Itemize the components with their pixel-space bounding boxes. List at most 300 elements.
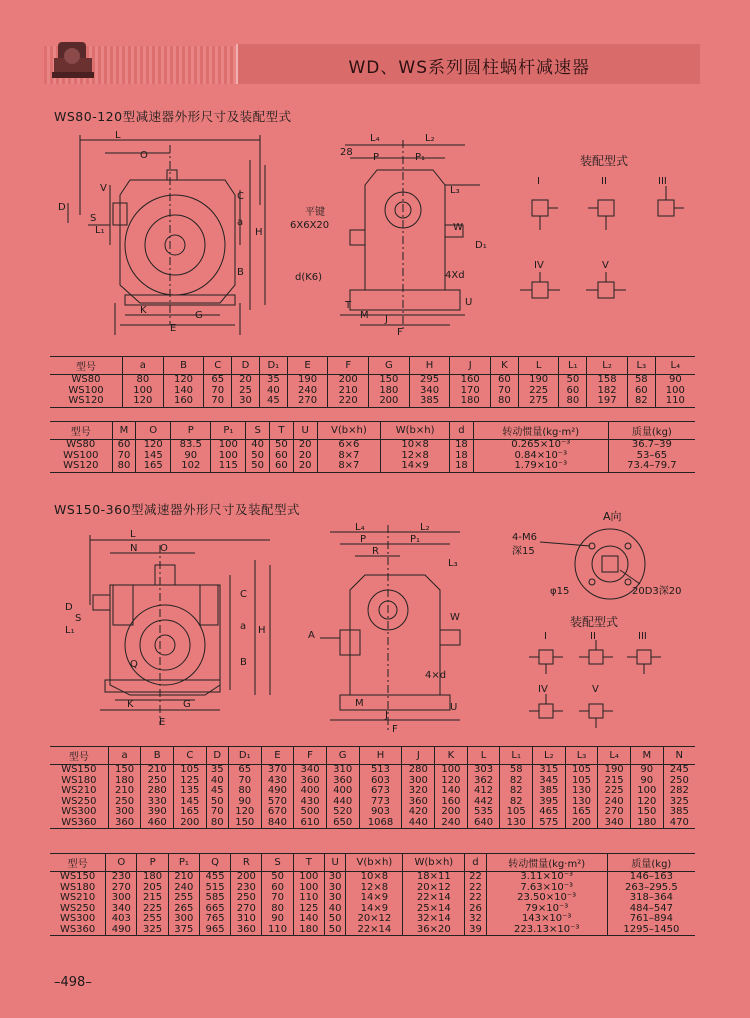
table-cell: 105 xyxy=(565,765,598,776)
table-cell: 82 xyxy=(627,396,655,407)
dim-T: T xyxy=(345,300,352,311)
table-cell: 30 xyxy=(324,893,345,904)
dim-U: U xyxy=(450,702,458,713)
dim-a: a xyxy=(240,621,247,632)
table-header-cell: Q xyxy=(199,854,230,872)
arrow-A-label: A xyxy=(308,630,315,641)
table-cell: 225 xyxy=(137,904,168,915)
dim-G: G xyxy=(183,699,191,710)
dim-M: M xyxy=(360,310,369,321)
table-cell: 12×8 xyxy=(381,451,450,462)
table-cell: 190 xyxy=(598,765,631,776)
table-cell: 146–163 xyxy=(607,872,695,883)
table-cell: 240 xyxy=(168,883,199,894)
section2-assembly-title: 装配型式 xyxy=(570,615,619,629)
table-cell: 250 xyxy=(231,893,262,904)
table-cell: 210 xyxy=(168,872,199,883)
table-cell: 105 xyxy=(173,765,206,776)
assy2-label-1: I xyxy=(544,631,547,642)
table-cell: 79×10⁻³ xyxy=(486,904,607,915)
table-cell: WS120 xyxy=(63,460,99,471)
table-cell: 53–65 xyxy=(608,451,695,462)
table-cell: 362 xyxy=(467,776,500,787)
table-header-cell: P xyxy=(171,422,211,440)
table-header-cell: R xyxy=(231,854,262,872)
table-cell: 440 xyxy=(402,818,435,829)
assy-label-2: II xyxy=(601,176,607,187)
table-cell: 300 xyxy=(402,776,435,787)
table-cell: 603 xyxy=(359,776,402,787)
table-cell: 430 xyxy=(261,776,294,787)
table-cell: 65 xyxy=(204,375,232,386)
table-row xyxy=(50,807,695,818)
view-a-flange-drawing xyxy=(500,522,695,607)
table-cell: WS360 xyxy=(61,816,97,828)
table-cell: 340 xyxy=(409,386,450,397)
table-cell: 280 xyxy=(141,786,174,797)
dim-M: M xyxy=(355,698,364,709)
assy-label-5: V xyxy=(602,260,609,271)
dim-B: B xyxy=(237,267,244,278)
table-cell: 197 xyxy=(587,396,628,407)
table-cell: 22×14 xyxy=(346,925,403,936)
view-a-title: A向 xyxy=(603,510,622,523)
table-cell: 150 xyxy=(108,765,141,776)
table-cell: 250 xyxy=(108,797,141,808)
table-cell: 400 xyxy=(294,786,327,797)
table-cell: 370 xyxy=(261,765,294,776)
table-cell: 610 xyxy=(294,818,327,829)
table-cell: 100 xyxy=(211,451,246,462)
table-cell: 83.5 xyxy=(171,440,211,451)
section2-title: WS150-360型减速器外形尺寸及装配型式 xyxy=(54,502,301,517)
dim-4xd: 4Xd xyxy=(445,270,465,281)
table-cell: 50 xyxy=(324,925,345,936)
assy2-label-2: II xyxy=(590,631,596,642)
table-cell: 150 xyxy=(630,807,663,818)
table-cell: 160 xyxy=(163,396,204,407)
table-cell: 360 xyxy=(402,797,435,808)
table-cell: 100 xyxy=(211,440,246,451)
table-header-cell: D xyxy=(206,747,228,765)
table-cell: 70 xyxy=(204,386,232,397)
table-header-cell: L₄ xyxy=(655,357,695,375)
table-row xyxy=(50,396,695,407)
table-cell: 22 xyxy=(465,872,486,883)
table-cell: 30 xyxy=(232,396,260,407)
table-cell: 35 xyxy=(206,765,228,776)
table-header-row xyxy=(50,357,695,375)
table-cell: 90 xyxy=(630,776,663,787)
table-cell: 180 xyxy=(369,386,410,397)
table-header-cell: C xyxy=(173,747,206,765)
table-header-cell: L₃ xyxy=(627,357,655,375)
table-cell: 30 xyxy=(324,883,345,894)
dim-L: L xyxy=(130,529,136,540)
table-cell: 300 xyxy=(106,893,137,904)
table-cell: 160 xyxy=(450,375,491,386)
table-cell: 20 xyxy=(293,440,317,451)
table-row xyxy=(50,925,695,936)
page-number: –498– xyxy=(54,975,92,990)
table-cell: 1.79×10⁻³ xyxy=(473,461,608,472)
table-cell: 570 xyxy=(261,797,294,808)
table-cell: 200 xyxy=(565,818,598,829)
table-header-cell: K xyxy=(491,357,519,375)
table-row xyxy=(50,872,695,883)
table-header-cell: S xyxy=(262,854,293,872)
table-cell: 215 xyxy=(137,893,168,904)
table-cell: 255 xyxy=(137,914,168,925)
table-header-cell: L₄ xyxy=(598,747,631,765)
dim-D1: D₁ xyxy=(475,240,487,251)
table-cell: 390 xyxy=(141,807,174,818)
table-header-cell: O xyxy=(106,854,137,872)
table-cell: 40 xyxy=(246,440,270,451)
table-cell: 225 xyxy=(518,386,559,397)
dim-F: F xyxy=(392,724,398,735)
table-cell: 673 xyxy=(359,786,402,797)
table-cell: 270 xyxy=(106,883,137,894)
table-cell: 230 xyxy=(231,883,262,894)
table-cell: 320 xyxy=(402,786,435,797)
table-cell: 275 xyxy=(518,396,559,407)
table-cell: 385 xyxy=(663,807,695,818)
table-cell: 60 xyxy=(262,883,293,894)
table-header-cell: a xyxy=(108,747,141,765)
table-header-cell: L₁ xyxy=(500,747,533,765)
table-cell: 100 xyxy=(293,883,324,894)
table-cell: 14×9 xyxy=(346,893,403,904)
table-cell: 82 xyxy=(500,797,533,808)
dim-K: K xyxy=(140,305,147,316)
table-cell: 82 xyxy=(500,786,533,797)
table-cell: 115 xyxy=(211,461,246,472)
table-cell: 125 xyxy=(293,904,324,915)
table-cell: 360 xyxy=(108,818,141,829)
table-cell: 250 xyxy=(663,776,695,787)
table-cell: 650 xyxy=(326,818,359,829)
table-header-cell: N xyxy=(663,747,695,765)
dim-H: H xyxy=(255,227,263,238)
table-cell: 6×6 xyxy=(317,440,381,451)
table-header-row xyxy=(50,422,695,440)
section1-assembly-title: 装配型式 xyxy=(580,154,629,168)
table-cell: 210 xyxy=(328,386,369,397)
assy-label-3: III xyxy=(658,176,667,187)
table-row xyxy=(50,818,695,829)
table-header-cell: T xyxy=(293,854,324,872)
table-cell: WS210 xyxy=(59,892,96,903)
table-cell: 270 xyxy=(231,904,262,915)
table-cell: 90 xyxy=(228,797,261,808)
table-cell: 80 xyxy=(206,818,228,829)
table-cell: 10×8 xyxy=(346,872,403,883)
assy-label-4: IV xyxy=(534,260,544,271)
table-cell: 80 xyxy=(123,375,164,386)
table-cell: 18×11 xyxy=(403,872,465,883)
table-cell: 223.13×10⁻³ xyxy=(486,925,607,936)
table-cell: 25 xyxy=(232,386,260,397)
table-cell: 120 xyxy=(630,797,663,808)
table-header-cell: 转动惯量(kg·m²) xyxy=(473,422,608,440)
table-header-cell: 转动惯量(kg·m²) xyxy=(486,854,607,872)
dim-28: 28 xyxy=(340,147,353,158)
table-cell: 125 xyxy=(173,776,206,787)
table-cell: 165 xyxy=(565,807,598,818)
table-cell: 70 xyxy=(262,893,293,904)
table-header-cell: M xyxy=(630,747,663,765)
table-row xyxy=(50,914,695,925)
dim-E: E xyxy=(159,717,166,728)
table-cell: 130 xyxy=(565,786,598,797)
table-header-cell: W(b×h) xyxy=(403,854,465,872)
table-cell: 0.265×10⁻³ xyxy=(473,440,608,451)
table-cell: 0.84×10⁻³ xyxy=(473,451,608,462)
table-cell: 60 xyxy=(270,461,294,472)
table-cell: 340 xyxy=(106,904,137,915)
table-cell: WS180 xyxy=(61,774,97,786)
table-cell: 403 xyxy=(106,914,137,925)
table-cell: 20×12 xyxy=(346,914,403,925)
dim-P: P xyxy=(373,152,380,163)
table-cell: 140 xyxy=(163,386,204,397)
dim-J: J xyxy=(385,710,388,721)
table-cell: WS360 xyxy=(59,923,96,935)
table-cell: 325 xyxy=(137,925,168,936)
header-bar xyxy=(236,44,700,84)
table-cell: 400 xyxy=(326,786,359,797)
table-cell: 300 xyxy=(168,914,199,925)
table-cell: 318–364 xyxy=(607,893,695,904)
key-label: 平键 xyxy=(305,207,325,218)
table-cell: 215 xyxy=(598,776,631,787)
table-cell: 840 xyxy=(261,818,294,829)
dim-U: U xyxy=(465,297,473,308)
dim-L3: L₃ xyxy=(450,185,460,196)
dim-C: C xyxy=(237,191,244,202)
dim-L3: L₃ xyxy=(448,558,458,569)
dim-J: J xyxy=(385,314,388,325)
table-cell: 20 xyxy=(232,375,260,386)
dim-4xd: 4×d xyxy=(425,670,447,681)
table-cell: 210 xyxy=(141,765,174,776)
table-cell: 120 xyxy=(228,807,261,818)
table-cell: 80 xyxy=(262,904,293,915)
table-cell: 45 xyxy=(259,396,287,407)
table-cell: 360 xyxy=(326,776,359,787)
table-row xyxy=(50,461,695,472)
table-header-cell: L₂ xyxy=(587,357,628,375)
dim-L4: L₄ xyxy=(370,133,380,144)
table-cell: 110 xyxy=(262,925,293,936)
table-cell: 100 xyxy=(123,386,164,397)
table-cell: 765 xyxy=(199,914,230,925)
table-cell: 200 xyxy=(173,818,206,829)
table-cell: 36.7–39 xyxy=(608,440,695,451)
table-header-cell: L xyxy=(467,747,500,765)
dim-S: S xyxy=(75,613,82,624)
table-cell: 670 xyxy=(261,807,294,818)
table-cell: 282 xyxy=(663,786,695,797)
table-cell: 70 xyxy=(206,807,228,818)
table-cell: 80 xyxy=(228,786,261,797)
table-header-cell: L₃ xyxy=(565,747,598,765)
table-header-cell: E xyxy=(287,357,328,375)
table-cell: 325 xyxy=(663,797,695,808)
table-cell: 70 xyxy=(491,386,519,397)
table-cell: 60 xyxy=(559,386,587,397)
dim-H: H xyxy=(258,625,266,636)
table-cell: 120 xyxy=(435,776,468,787)
table-cell: WS300 xyxy=(61,806,97,817)
table-header-cell: H xyxy=(409,357,450,375)
table-cell: 26 xyxy=(465,904,486,915)
dim-a: a xyxy=(237,217,244,228)
table-cell: 1295–1450 xyxy=(607,925,695,936)
table-header-cell: D₁ xyxy=(228,747,261,765)
table-cell: 18 xyxy=(450,451,474,462)
table-cell: 330 xyxy=(141,797,174,808)
table-cell: 220 xyxy=(328,396,369,407)
page-title: WD、WS系列圆柱蜗杆减速器 xyxy=(348,58,590,78)
table-cell: 575 xyxy=(533,818,566,829)
table-cell: 14×9 xyxy=(381,461,450,472)
table-cell: 105 xyxy=(565,776,598,787)
table-cell: WS180 xyxy=(59,881,96,893)
table-cell: 102 xyxy=(171,461,211,472)
table-cell: 300 xyxy=(108,807,141,818)
table-cell: 385 xyxy=(533,786,566,797)
table-cell: 205 xyxy=(137,883,168,894)
ws80-side-view-drawing xyxy=(285,130,500,340)
table-cell: 50 xyxy=(324,914,345,925)
depth-label: 深15 xyxy=(512,546,535,557)
table-cell: 90 xyxy=(171,451,211,462)
dim-D: D xyxy=(58,202,66,213)
section1-table1 xyxy=(50,356,695,408)
table-cell: WS120 xyxy=(68,395,104,406)
table-header-cell: V(b×h) xyxy=(346,854,403,872)
table-header-cell: V(b×h) xyxy=(317,422,381,440)
table-cell: 265 xyxy=(168,904,199,915)
table-cell: WS80 xyxy=(71,374,101,385)
dim-dK6: d(K6) xyxy=(295,272,323,283)
table-cell: 58 xyxy=(500,765,533,776)
table-cell: 12×8 xyxy=(346,883,403,894)
table-cell: 50 xyxy=(559,375,587,386)
table-cell: 65 xyxy=(228,765,261,776)
table-cell: 455 xyxy=(199,872,230,883)
table-cell: 375 xyxy=(168,925,199,936)
table-header-row xyxy=(50,747,695,765)
dim-R: R xyxy=(372,546,379,557)
dim-B: B xyxy=(240,657,247,668)
table-cell: 270 xyxy=(598,807,631,818)
table-cell: 460 xyxy=(141,818,174,829)
table-cell: 40 xyxy=(259,386,287,397)
table-cell: 50 xyxy=(270,440,294,451)
table-header-cell: K xyxy=(435,747,468,765)
ws150-assembly-types-drawing xyxy=(525,630,690,730)
table-cell: 22 xyxy=(465,883,486,894)
table-header-cell: S xyxy=(246,422,270,440)
table-cell: 773 xyxy=(359,797,402,808)
table-cell: 165 xyxy=(173,807,206,818)
table-cell: 110 xyxy=(655,396,695,407)
table-cell: 340 xyxy=(294,765,327,776)
dim-L1: L₁ xyxy=(65,625,75,636)
table-header-cell: W(b×h) xyxy=(381,422,450,440)
table-header-cell: B xyxy=(141,747,174,765)
table-cell: 22 xyxy=(465,893,486,904)
table-cell: 240 xyxy=(598,797,631,808)
table-cell: 8×7 xyxy=(317,461,381,472)
table-cell: 465 xyxy=(533,807,566,818)
table-cell: WS250 xyxy=(61,795,97,807)
table-cell: 130 xyxy=(500,818,533,829)
table-cell: 80 xyxy=(559,396,587,407)
table-cell: WS150 xyxy=(59,871,96,882)
table-cell: 280 xyxy=(402,765,435,776)
table-row xyxy=(50,765,695,776)
table-cell: 20 xyxy=(293,451,317,462)
table-header-cell: 质量(kg) xyxy=(608,422,695,440)
table-cell: 40 xyxy=(324,904,345,915)
table-cell: 165 xyxy=(136,461,171,472)
table-cell: 310 xyxy=(231,914,262,925)
table-cell: 8×7 xyxy=(317,451,381,462)
table-cell: 442 xyxy=(467,797,500,808)
table-cell: 230 xyxy=(106,872,137,883)
table-cell: 45 xyxy=(206,786,228,797)
table-cell: 73.4–79.7 xyxy=(608,461,695,472)
table-cell: WS250 xyxy=(59,902,96,914)
table-header-cell: O xyxy=(136,422,171,440)
dim-S: S xyxy=(90,213,97,224)
table-cell: 180 xyxy=(293,925,324,936)
page-header xyxy=(44,44,698,86)
table-header-cell: M xyxy=(112,422,136,440)
dim-P1: P₁ xyxy=(410,534,421,545)
table-cell: 515 xyxy=(199,883,230,894)
table-cell: 90 xyxy=(262,914,293,925)
table-cell: 180 xyxy=(108,776,141,787)
table-cell: 490 xyxy=(261,786,294,797)
table-cell: 32 xyxy=(465,914,486,925)
table-header-cell: G xyxy=(326,747,359,765)
table-cell: 1068 xyxy=(359,818,402,829)
assy2-label-3: III xyxy=(638,631,647,642)
table-cell: 270 xyxy=(287,396,328,407)
table-cell: 484–547 xyxy=(607,904,695,915)
table-cell: 25×14 xyxy=(403,904,465,915)
dim-L2: L₂ xyxy=(420,522,430,533)
dim-D: D xyxy=(65,602,73,613)
table-cell: 80 xyxy=(112,461,136,472)
dim-L: L xyxy=(115,130,121,141)
table-cell: 60 xyxy=(112,440,136,451)
table-cell: 14×9 xyxy=(346,904,403,915)
dim-F: F xyxy=(397,327,403,338)
table-header-cell: P₁ xyxy=(168,854,199,872)
dim-L2: L₂ xyxy=(425,133,435,144)
table-header-cell: d xyxy=(465,854,486,872)
table-cell: 225 xyxy=(598,786,631,797)
table-header-cell: P₁ xyxy=(211,422,246,440)
assy-label-1: I xyxy=(537,176,540,187)
table-cell: 145 xyxy=(173,797,206,808)
